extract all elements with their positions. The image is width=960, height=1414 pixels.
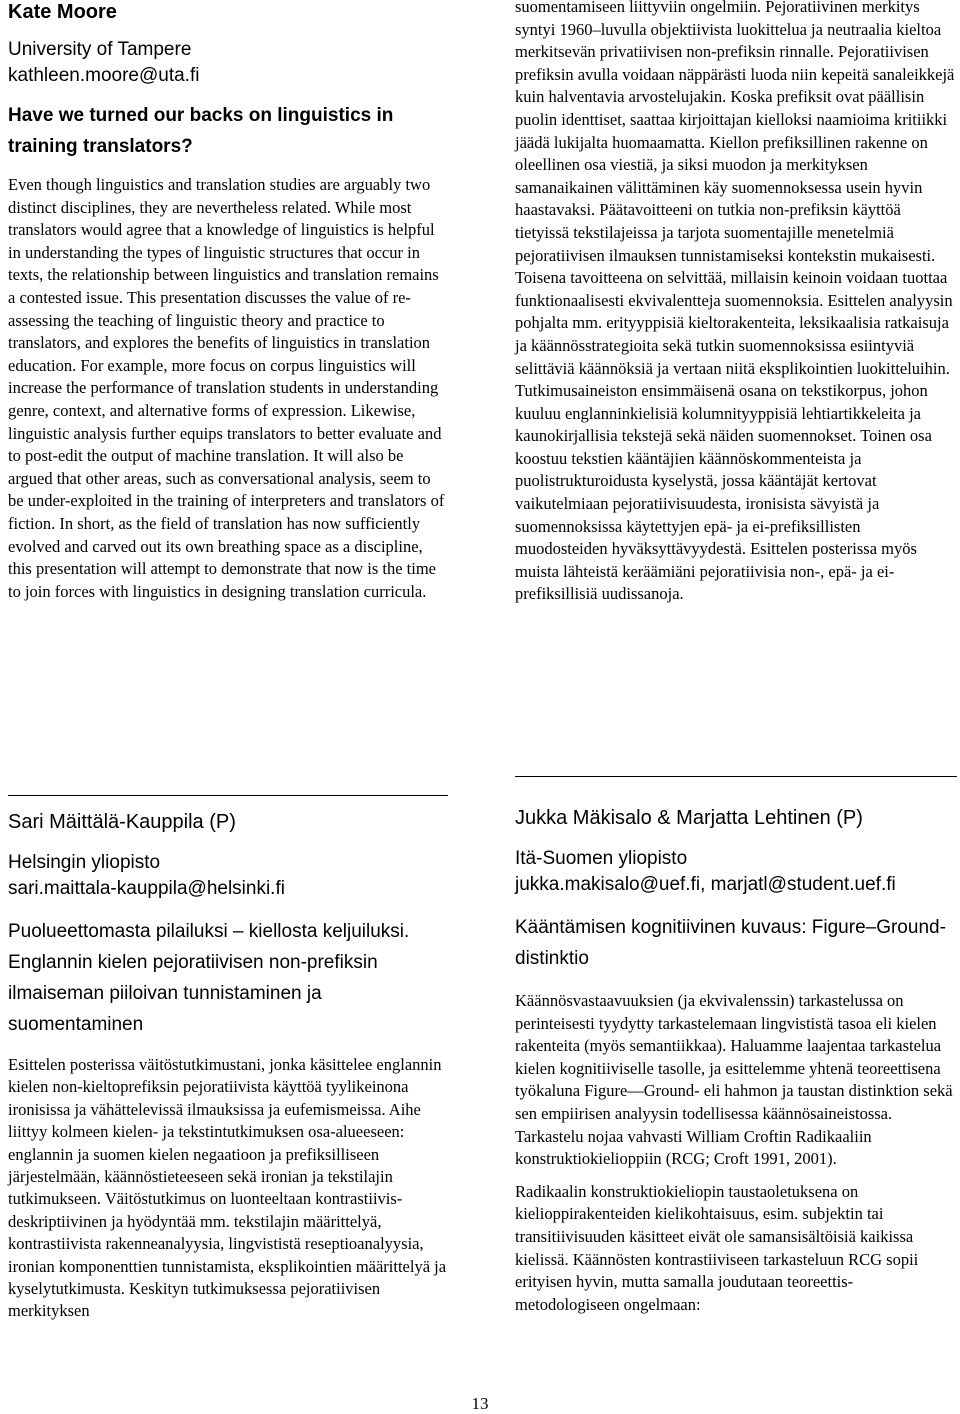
abstract-paragraph-2: Radikaalin konstruktiokieliopin taustaoletuksena on kielioppirakenteiden kielikohtaisuus, esim. subjektin tai transitiivisuuden käsitteet eivät ole samansisältöisiä kaikissa kielissä. Käännösten kontrastiiviseen tarkasteluun RCG sopii erityisen hyvin, mutta samalla joudutaan teoreettis-metodologiseen ongelmaan:: [515, 1181, 919, 1314]
abstract-title: Puolueettomasta pilailuksi – kiellosta keljuiluksi. Englannin kielen pejoratiivisen non-prefiksin ilmaiseman piiloivan tunnistaminen ja suomentaminen: [8, 921, 410, 1035]
author-email: jukka.makisalo@uef.fi, marjatl@student.uef.fi: [515, 874, 896, 895]
author-affiliation: Helsingin yliopisto: [8, 852, 161, 873]
abstract-body: Esittelen posterissa väitöstutkimustani, jonka käsittelee englannin kielen non-kieltoprefiksin pejoratiivista käyttöä tyylikeinona ironisissa ja vähättelevissä ilmauksissa ja eufemismeissa. Aihe liittyy kolmeen kielen- ja tekstintutkimuksen osa-alueeseen: englannin ja suomen kielen negaatioon ja prefiksilliseen järjestelmään, käännöstieteeseen sekä ironian ja tekstilajin tutkimukseen. Väitöstutkimus on luonteeltaan kontrastiivis-deskriptiivinen ja hyödyntää mm. tekstilajin määrittelyä, kontrastiivista rakenneanalyysia, lingvististä reseptioanalyysia, ironian komponenttien tunnistamista, eksplikointien määrittelyä ja kyselytutkimusta. Keskityn tutkimuksessa pejoratiivisen merkityksen: [8, 1055, 447, 1321]
author-email: kathleen.moore@uta.fi: [8, 65, 200, 86]
author-affiliation: University of Tampere: [8, 39, 192, 60]
abstract-paragraph-1: Käännösvastaavuuksien (ja ekvivalenssin) tarkastelussa on perinteisesti tyydytty tarkastelemaan lingvististä tasoa eli kielen rakenteita (myös semantiikkaa). Haluamme laajentaa tarkastelua kielen kognitiiviselle tasolle, ja esittelemme yhtenä teoreettisena työkaluna Figure—Ground- eli hahmon ja taustan distinktion sekä sen empiirisen analyysin todellisessa käännösaineistossa. Tarkastelu nojaa vahvasti William Croftin Radikaaliin konstruktiokielioppiin (RCG; Croft 1991, 2001).: [515, 991, 953, 1169]
author-email: sari.maittala-kauppila@helsinki.fi: [8, 878, 285, 899]
continued-text: suomentamiseen liittyviin ongelmiin. Pejoratiivinen merkitys syntyi 1960–luvulla objektiivista luokittelua ja neutraalia kieltoa merkitsevän privatiivisen non-prefiksin rinnalle. Pejoratiivisen prefiksin avulla voidaan näppärästi luoda niin kepeitä sanaleikkejä kuin halventavia arvostelujakin. Koska prefiksit ovat päällisin puolin identtiset, saattaa kirjoittajan kielloksi naamioima kritiikki jäädä lukijalta huomaamatta. Kiellon prefiksillinen rakenne on oleellinen osa viestiä, ja siksi muodon ja merkityksen samanaikainen välittäminen käy suomennoksessa usein hyvin haastavaksi. Päätavoitteeni on tutkia non-prefiksin käyttöä tietyissä tekstilajeissa ja tarjota suomentajille menetelmiä pejoratiivisen ilmauksen tunnistamiseksi kontekstin mukaisesti. Toisena tavoitteena on selvittää, millaisin keinoin voidaan tuottaa funktionaalisesti ekvivalentteja suomennoksia. Esittelen analyysin pohjalta mm. erityyppisiä kieltorakenteita, leksikaalisia ratkaisuja ja käännösstrategioita sekä tutkin suomennoksissa esiintyviä selittäviä käännöksiä ja vertaan niitä eksplikointien luokitteluihin. Tutkimusaineiston ensimmäisenä osana on tekstikorpus, johon kuuluu englanninkielisiä kolumnityyppisiä lehtiartikkeleita ja kaunokirjallisia tekstejä sekä näiden suomennokset. Toinen osa koostuu tekstien kääntäjien käännöskommenteista ja puolistrukturoidusta kyselystä, jossa kääntäjät kertovat vaikutelmiaan pejoratiivisuudesta, ironisista sävyistä ja suomennoksissa käytettyjen epä- ja ei-prefiksillisten muodosteiden hyväksyttävyydestä. Esittelen posterissa myös muista lähteistä keräämiäni pejoratiivisia non-, epä- ja ei-prefiksillisiä uudissanoja.: [515, 0, 955, 604]
abstract-title: Kääntämisen kognitiivinen kuvaus: Figure–Ground-distinktio: [515, 917, 946, 969]
divider-right: [515, 776, 957, 777]
page-number: 13: [471, 1394, 489, 1413]
author-affiliation: Itä-Suomen yliopisto: [515, 848, 688, 869]
abstract-title: Have we turned our backs on linguistics in training translators?: [8, 105, 394, 157]
author-name: Sari Mäittälä-Kauppila (P): [8, 811, 236, 833]
abstract-kate-moore: [8, 0, 448, 603]
author-name: Jukka Mäkisalo & Marjatta Lehtinen (P): [515, 807, 863, 829]
abstract-continuation: [515, 0, 957, 606]
abstract-body: Even though linguistics and translation studies are arguably two distinct disciplines, they are nevertheless related. While most translators would agree that a knowledge of linguistics is helpful in understanding the types of linguistic structures that occur in texts, the relationship between linguistics and translation remains a contested issue. This presentation discusses the value of re-assessing the teaching of linguistic theory and practice to translators, and explores the benefits of linguistics in translation education. For example, more focus on corpus linguistics will increase the performance of translation students in understanding genre, context, and alternative forms of expression. Likewise, linguistic analysis further equips translators to better evaluate and to post-edit the output of machine translation. It will also be argued that other areas, such as conversational analysis, seem to be under-exploited in the training of interpreters and translators of fiction. In short, as the field of translation has now sufficiently evolved and carved out its own breathing space as a discipline, this presentation will attempt to demonstrate that now is the time to join forces with linguistics in designing translation curricula.: [8, 175, 445, 601]
divider-left: [8, 795, 448, 796]
abstract-sari-maittala-kauppila: [8, 810, 448, 1323]
author-name: Kate Moore: [8, 1, 117, 23]
abstract-makisalo-lehtinen: [515, 806, 957, 1316]
